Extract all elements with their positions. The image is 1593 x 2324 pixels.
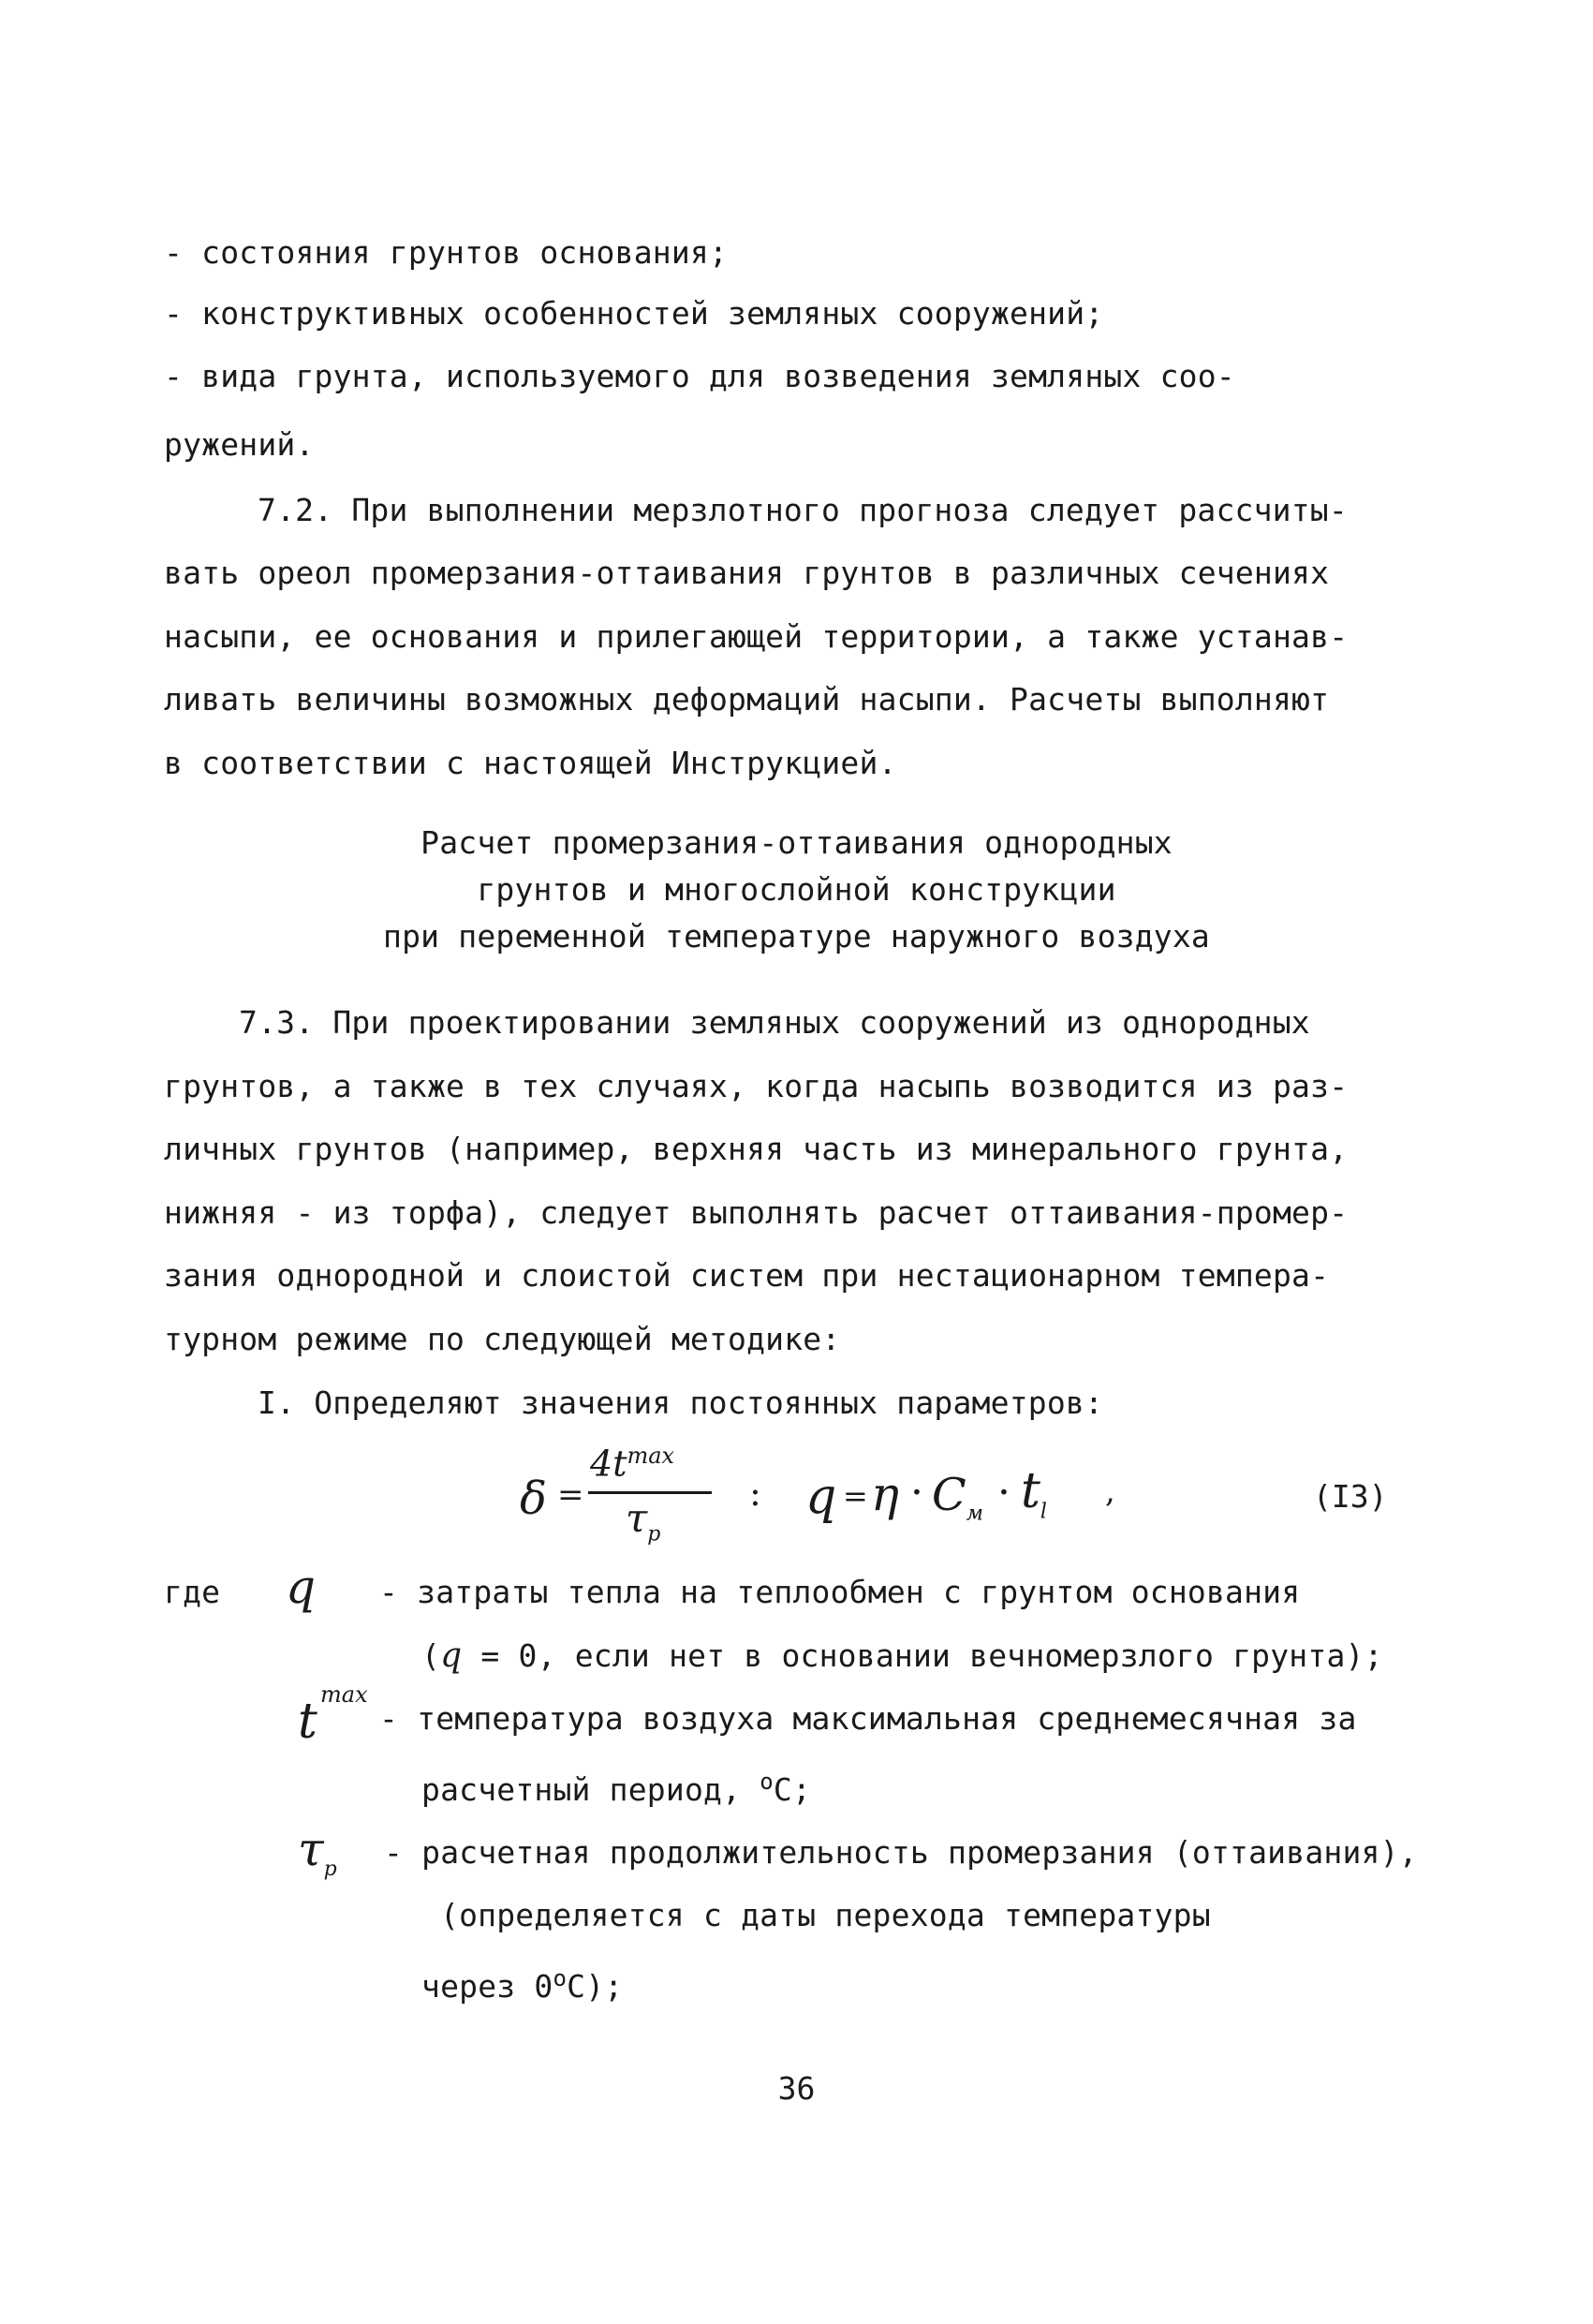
q-symbol: q (805, 1469, 837, 1525)
t-definition-line-2: расчетный период, $^o$С; (421, 1769, 812, 1808)
t-max-symbol: t (298, 1694, 317, 1750)
numerator-t: t (612, 1443, 627, 1485)
q-definition-line-2: (q = 0, если нет в основании вечномерзлого грунта); (421, 1636, 1383, 1675)
eta-symbol: η (871, 1467, 899, 1521)
list-item: - вида грунта, используемого для возведения земляных соо- (164, 358, 1235, 394)
equals-sign: = (557, 1476, 584, 1514)
section-heading-line: Расчет промерзания-оттаивания однородных (420, 824, 1173, 861)
page-number: 36 (777, 2070, 816, 2107)
paragraph-7-3-line: грунтов, а также в тех случаях, когда насыпь возводится из раз- (164, 1068, 1349, 1104)
numerator-coefficient: 4 (590, 1443, 613, 1485)
numerator (590, 1443, 674, 1485)
section-heading-line: грунтов и многослойной конструкции (477, 871, 1116, 908)
comma: , (1105, 1473, 1115, 1510)
t-definition-line: - температура воздуха максимальная среднемесячная за (379, 1700, 1357, 1737)
paragraph-7-3-line: 7.3. При проектировании земляных сооружений из однородных (239, 1004, 1310, 1041)
multiply-dot-2: · (997, 1469, 1010, 1517)
multiply-dot: · (910, 1469, 923, 1517)
paragraph-7-2-line: в соответствии с настоящей Инструкцией. (164, 745, 897, 781)
c-subscript: м (966, 1502, 983, 1526)
fraction-bar (588, 1491, 712, 1494)
paragraph-7-3-line: личных грунтов (например, верхняя часть из минерального грунта, (164, 1131, 1349, 1167)
t-symbol: $t_l$ (1021, 1463, 1047, 1524)
list-item-continuation: ружений. (164, 426, 315, 463)
delta-symbol: δ (520, 1473, 547, 1525)
tau-symbol: $\tau_р$ (298, 1822, 337, 1881)
numerator-superscript: max (627, 1443, 675, 1469)
equation-number: (I3) (1313, 1478, 1388, 1515)
tau-definition-line: - расчетная продолжительность промерзания (оттаивания), (384, 1834, 1418, 1871)
t-max-superscript: max (320, 1681, 368, 1708)
denominator-tau: τ (626, 1495, 648, 1541)
paragraph-7-2-line: насыпи, ее основания и прилегающей территории, а также устанав- (164, 618, 1349, 655)
paragraph-7-2-line: 7.2. При выполнении мерзлотного прогноза следует рассчиты- (258, 492, 1348, 528)
paragraph-7-3-line: зания однородной и слоистой систем при нестационарном темпера- (164, 1257, 1330, 1294)
paragraph-7-3-line: турном режиме по следующей методике: (164, 1321, 841, 1357)
paragraph-7-2-line: ливать величины возможных деформаций насыпи. Расчеты выполняют (164, 681, 1330, 718)
denominator-subscript: р (647, 1522, 661, 1547)
tau-definition-line-2: (определяется с даты перехода температуры (440, 1897, 1211, 1933)
section-heading-line: при переменной температуре наружного воздуха (383, 918, 1210, 955)
step-1-text: I. Определяют значения постоянных параметров: (258, 1384, 1104, 1421)
q-definition-symbol: q (286, 1560, 317, 1614)
degree-sign: o (760, 1769, 774, 1795)
denominator (626, 1495, 660, 1546)
degree-sign: o (553, 1965, 568, 1991)
colon: : (749, 1473, 761, 1514)
tau-definition-line-3: через 0$^o$С); (421, 1965, 624, 2005)
c-symbol: $C_м$ (932, 1469, 983, 1526)
list-item: - состояния грунтов основания; (164, 234, 729, 271)
q-definition-line: - затраты тепла на теплообмен с грунтом основания (379, 1574, 1301, 1610)
list-item: - конструктивных особенностей земляных сооружений; (164, 295, 1104, 332)
paragraph-7-3-line: нижняя - из торфа), следует выполнять расчет оттаивания-промер- (164, 1194, 1349, 1231)
where-label: где (164, 1574, 221, 1610)
paragraph-7-2-line: вать ореол промерзания-оттаивания грунтов в различных сечениях (164, 555, 1330, 591)
t-subscript: l (1040, 1500, 1047, 1524)
tau-subscript: р (323, 1858, 337, 1881)
q-inline-symbol: q (440, 1636, 463, 1675)
equals-sign-2: = (843, 1478, 868, 1514)
